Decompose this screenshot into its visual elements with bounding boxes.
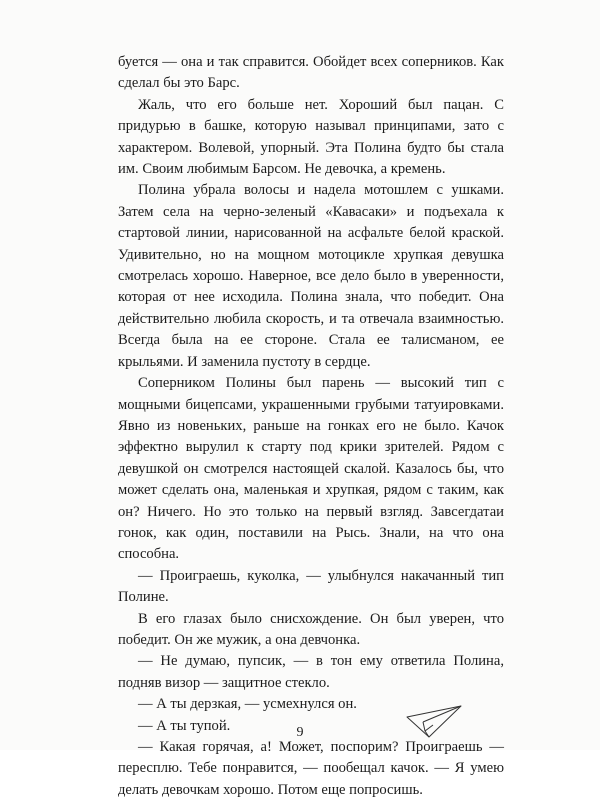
paragraph: — Проиграешь, куколка, — улыбнулся накачанный тип Полине. [118,567,504,606]
body-text [118,52,504,801]
paragraph: — Какая горячая, а! Может, поспорим? Проиграешь — пересплю. Тебе понравится, — пообещал качок. — Я умею делать девочкам хорошо. Потом еще попросишь. [118,739,504,798]
paragraph: — А ты дерзкая, — усмехнулся он. [138,696,357,713]
paragraph: — А ты тупой. [138,717,231,734]
paragraph: буется — она и так справится. Обойдет всех соперников. Как сделал бы это Барс. [118,54,504,92]
paper-plane-icon [405,703,463,739]
paragraph: В его глазах было снисхождение. Он был уверен, что победит. Он же мужик, а она девчонка. [118,610,504,648]
paragraph: Полина убрала волосы и надела мотошлем с ушками. Затем села на черно-зеленый «Кавасаки» и подъехала к стартовой линии, нарисованной на асфальте белой краской. Удивительно, но на мощном мотоцикле хрупкая девушка смотрелась хорошо. Наверное, все дело было в уверенности, которая от нее исходила. Полина знала, что победит. Она действительно любила скорость, и та отвечала взаимностью. Всегда была на ее стороне. Стала ее талисманом, ее крыльями. И заменила пустоту в сердце. [118,182,504,370]
paragraph: — Не думаю, пупсик, — в тон ему ответила Полина, подняв визор — защитное стекло. [118,653,504,691]
page-number: 9 [296,725,304,740]
paragraph: Жаль, что его больше нет. Хороший был пацан. С придурью в башке, которую называл принципами, зато с характером. Волевой, упорный. Эта Полина будто бы стала им. Своим любимым Барсом. Не девочка, а кремень. [118,96,504,178]
paragraph: Соперником Полины был парень — высокий тип с мощными бицепсами, украшенными грубыми татуировками. Явно из новеньких, раньше на гонках его не было. Качок эффектно вырулил к старту под крики зрителей. Рядом с девушкой он смотрелся настоящей скалой. Казалось бы, что может сделать она, маленькая и хрупкая, рядом с таким, как он? Ничего. Но это только на первый взгляд. Завсегдатаи гонок, как один, поставили на Рысь. Знали, на что она способна. [118,375,504,563]
